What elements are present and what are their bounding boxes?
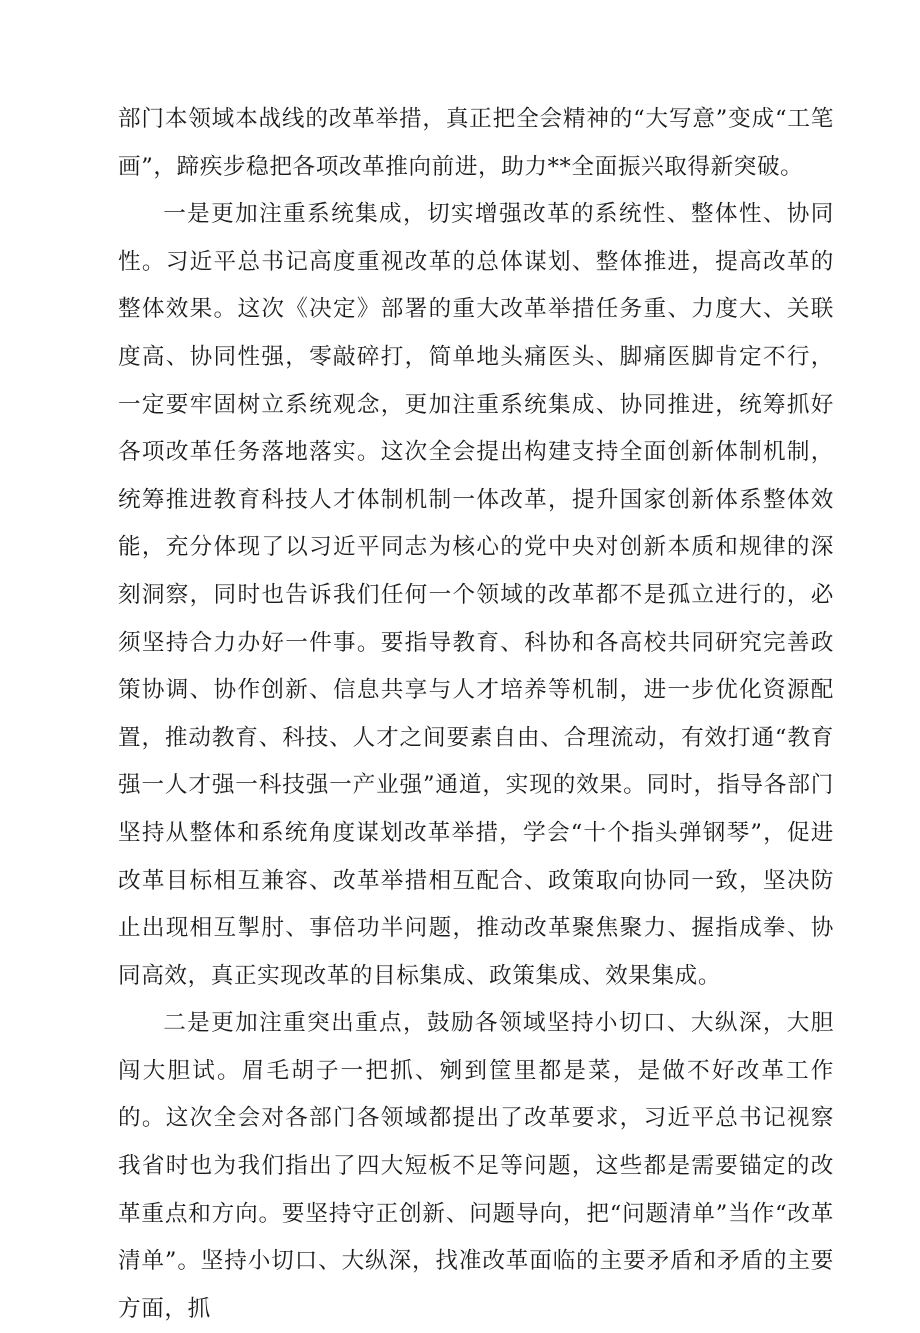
paragraph-key-priorities: 二是更加注重突出重点，鼓励各领域坚持小切口、大纵深，大胆闯大胆试。眉毛胡子一把抓、剜到筐里都是菜，是做不好改革工作的。这次全会对各部门各领域都提出了改革要求，习近平总书记视察我省时也为我们指出了四大短板不足等问题，这些都是需要锚定的改革重点和方向。要坚持守正创新、问题导向，把“问题清单”当作“改革清单”。坚持小切口、大纵深，找准改革面临的主要矛盾和矛盾的主要方面，抓 xyxy=(118,1010,834,1322)
document-body xyxy=(118,96,834,1333)
paragraph-continuation: 部门本领域本战线的改革举措，真正把全会精神的“大写意”变成“工笔画”，蹄疾步稳把各项改革推向前进，助力**全面振兴取得新突破。 xyxy=(118,106,834,180)
paragraph-system-integration: 一是更加注重系统集成，切实增强改革的系统性、整体性、协同性。习近平总书记高度重视改革的总体谋划、整体推进，提高改革的整体效果。这次《决定》部署的重大改革举措任务重、力度大、关联度高、协同性强，零敲碎打，简单地头痛医头、脚痛医脚肯定不行，一定要牢固树立系统观念，更加注重系统集成、协同推进，统筹抓好各项改革任务落地落实。这次全会提出构建支持全面创新体制机制，统筹推进教育科技人才体制机制一体改革，提升国家创新体系整体效能，充分体现了以习近平同志为核心的党中央对创新本质和规律的深刻洞察，同时也告诉我们任何一个领域的改革都不是孤立进行的，必须坚持合力办好一件事。要指导教育、科协和各高校共同研究完善政策协调、协作创新、信息共享与人才培养等机制，进一步优化资源配置，推动教育、科技、人才之间要素自由、合理流动，有效打通“教育强一人才强一科技强一产业强”通道，实现的效果。同时，指导各部门坚持从整体和系统角度谋划改革举措，学会“十个指头弹钢琴”，促进改革目标相互兼容、改革举措相互配合、政策取向协同一致，坚决防止出现相互掣肘、事倍功半问题，推动改革聚焦聚力、握指成拳、协同高效，真正实现改革的目标集成、政策集成、效果集成。 xyxy=(118,201,834,989)
